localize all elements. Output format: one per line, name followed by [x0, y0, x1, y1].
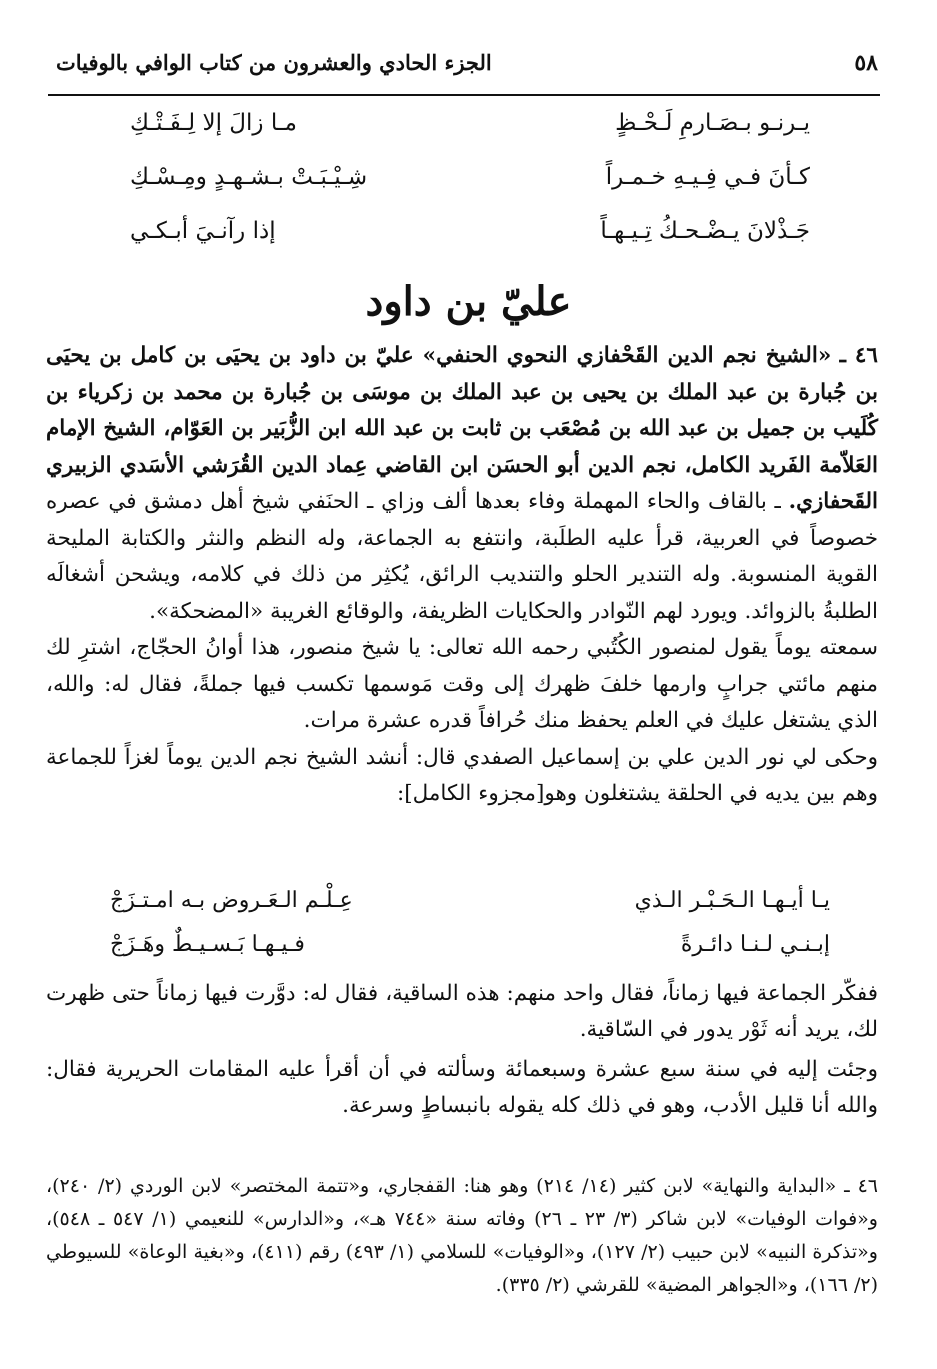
paragraph: سمعته يوماً يقول لمنصور الكُتُبي رحمه الله تعالى: يا شيخ منصور، هذا أوانُ الحجّاج، اشترِ لك منهم مائتي جرابٍ وارمها خلفَ ظهرك إلى وقت مَوسمها تكسب فيها جملةً، فقال له: والله، الذي يشتغل عليك في العلم يحفظ منك حُرافاً قدره عشرة مرات.	[46, 635, 878, 733]
paragraph-text: ـ بالقاف والحاء المهملة وفاء بعدها ألف وزاي ـ الحنَفي شيخ أهل دمشق في عصره خصوصاً في العربية، قرأ عليه الطلَبة، وانتفع به الجماعة، وله النظم والنثر والكتابة المليحة القوية المنسوبة. وله التندير الحلو والتنديب الرائق، يُكثِر من ذلك في كلامه، ويشحن أشغالَه الطلبةُ بالزوائد. ويورد لهم النّوادر والحكايات الظريفة، والوقائع الغريبة «المضحكة».	[46, 489, 878, 624]
verse-first-hemistich: كـأنَ فـي فِـيـهِ خـمـراً	[605, 164, 810, 190]
subject-name: «الشيخ نجم الدين القَحْفازي النحوي الحنفي» عليّ بن داود بن يحيَى بن كامل بن يحيَى بن جُبارة بن عبد الملك بن يحيى بن عبد الملك بن موسَى بن جُبارة بن محمد بن زكرياء بن كُلَيب بن جميل بن عبد الله بن مُصْعَب بن ثابت بن عبد الله ابن الزُّبَير بن العَوّام، الشيخ الإمام العَلاّمة الفَريد الكامل، نجم الدين أبو الحسَن ابن القاضي عِماد الدين القُرَشي الأسَدي الزبيري القَحفازي.	[46, 343, 878, 514]
footnote	[46, 1170, 878, 1302]
verse-line	[90, 932, 850, 976]
footnote-text: «البداية والنهاية» لابن كثير (١٤/ ٢١٤) وهو هنا: القفجاري، و«تتمة المختصر» لابن الوردي (٢/ ٢٤٠)، و«فوات الوفيات» لابن شاكر (٣/ ٢٣ ـ ٢٦) وفاته سنة «٧٤٤ هـ»، و«الدارس» للنعيمي (١/ ٥٤٧ ـ ٥٤٨)، و«تذكرة النبيه» لابن حبيب (٢/ ١٢٧)، و«الوفيات» للسلامي (١/ ٤٩٣) رقم (٤١١)، و«بغية الوعاة» للسيوطي (٢/ ١٦٦)، و«الجواهر المضية» للقرشي (٢/ ٣٣٥).	[46, 1175, 878, 1296]
poem-top	[120, 110, 820, 272]
verse-line	[120, 218, 820, 272]
page-number: ٥٨	[854, 50, 878, 76]
verse-second-hemistich: إذا رآنـيَ أبـكـي	[130, 218, 276, 244]
verse-first-hemistich: يـرنـو بـصَـارمِ لَـحْـظٍ	[615, 110, 810, 136]
verse-line	[120, 110, 820, 164]
entry-number: ٤٦ ـ	[839, 343, 878, 368]
verse-second-hemistich: عِـلْـم الـعَـروض بـه امـتـزَجْ	[110, 888, 353, 913]
verse-first-hemistich: إبـنـي لـنـا دائـرةً	[680, 932, 830, 957]
footnote-number: ٤٦ ـ	[844, 1175, 878, 1197]
verse-second-hemistich: شِـيْـبَـتْ بـشـهـدٍ ومِـسْـكِ	[130, 164, 368, 190]
paragraph: وجئت إليه في سنة سبع عشرة وسبعمائة وسألته في أن أقرأ عليه المقامات الحريرية فقال: والله أنا قليل الأدب، وهو في ذلك كله يقوله بانبساطٍ وسرعة.	[46, 1057, 878, 1118]
verse-first-hemistich: جَـذْلانَ يـضْـحـكُ تِـيـهـاً	[600, 218, 810, 244]
biography-title: عليّ بن داود	[365, 278, 572, 325]
paragraph: ففكّر الجماعة فيها زماناً، فقال واحد منهم: هذه الساقية، فقال له: دوَّرت فيها زماناً حتى ظهرت لك، يريد أنه ثَوْر يدور في السّاقية.	[46, 981, 878, 1042]
paragraph	[46, 338, 878, 630]
footnotes	[46, 1170, 878, 1302]
paragraph: وحكى لي نور الدين علي بن إسماعيل الصفدي قال: أنشد الشيخ نجم الدين يوماً لغزاً للجماعة وهم بين يديه في الحلقة يشتغلون وهو[مجزوء الكامل]:	[46, 744, 878, 806]
verse-second-hemistich: فـيـهـا بَـسـيـطٌ وهَـزَجْ	[110, 932, 305, 957]
verse-first-hemistich: يـا أيـهـا الـحَـبْـر الـذي	[634, 888, 830, 913]
verse-second-hemistich: مـا زالَ إلا لِـفَـتْـكِ	[130, 110, 297, 136]
biography-body	[46, 338, 878, 813]
biography-body-continued	[46, 976, 878, 1128]
running-title: الجزء الحادي والعشرون من كتاب الوافي بالوفيات	[56, 50, 492, 75]
verse-line	[90, 888, 850, 932]
verse-line	[120, 164, 820, 218]
page-header	[48, 38, 880, 96]
